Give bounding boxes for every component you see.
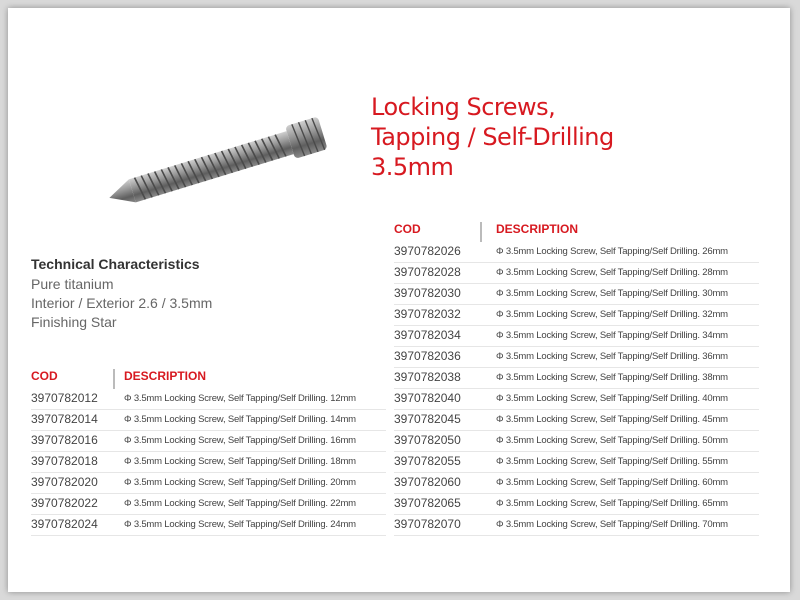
product-code: 3970782018 (31, 454, 98, 468)
product-code: 3970782040 (394, 391, 461, 405)
product-code: 3970782030 (394, 286, 461, 300)
catalog-page (8, 8, 790, 592)
product-code: 3970782038 (394, 370, 461, 384)
product-description: Φ 3.5mm Locking Screw, Self Tapping/Self Drilling. 28mm (496, 267, 728, 278)
table-row (394, 326, 759, 347)
table-row (31, 515, 386, 536)
product-description: Φ 3.5mm Locking Screw, Self Tapping/Self Drilling. 45mm (496, 414, 728, 425)
product-code: 3970782016 (31, 433, 98, 447)
product-code: 3970782014 (31, 412, 98, 426)
table-row (31, 494, 386, 515)
table-row (394, 410, 759, 431)
screw-image (100, 108, 340, 208)
product-description: Φ 3.5mm Locking Screw, Self Tapping/Self Drilling. 36mm (496, 351, 728, 362)
product-description: Φ 3.5mm Locking Screw, Self Tapping/Self Drilling. 26mm (496, 246, 728, 257)
table-row (394, 263, 759, 284)
table-row (394, 431, 759, 452)
product-code: 3970782012 (31, 391, 98, 405)
description-column-header: DESCRIPTION (496, 222, 579, 236)
table-row (394, 347, 759, 368)
table-row (394, 305, 759, 326)
technical-line: Finishing Star (31, 314, 117, 330)
title-line-2: Tapping / Self-Drilling (371, 123, 614, 151)
row-divider (394, 535, 759, 536)
column-divider (480, 222, 482, 242)
product-code: 3970782036 (394, 349, 461, 363)
table-row (394, 515, 759, 536)
product-code: 3970782028 (394, 265, 461, 279)
product-code: 3970782026 (394, 244, 461, 258)
table-header (31, 369, 386, 389)
product-description: Φ 3.5mm Locking Screw, Self Tapping/Self Drilling. 22mm (124, 498, 356, 509)
product-code: 3970782045 (394, 412, 461, 426)
product-description: Φ 3.5mm Locking Screw, Self Tapping/Self Drilling. 18mm (124, 456, 356, 467)
product-description: Φ 3.5mm Locking Screw, Self Tapping/Self Drilling. 50mm (496, 435, 728, 446)
product-code: 3970782024 (31, 517, 98, 531)
product-description: Φ 3.5mm Locking Screw, Self Tapping/Self Drilling. 14mm (124, 414, 356, 425)
column-divider (113, 369, 115, 389)
product-code: 3970782032 (394, 307, 461, 321)
description-column-header: DESCRIPTION (124, 369, 207, 383)
page-title (371, 92, 614, 182)
product-code: 3970782034 (394, 328, 461, 342)
product-description: Φ 3.5mm Locking Screw, Self Tapping/Self Drilling. 24mm (124, 519, 356, 530)
table-row (31, 473, 386, 494)
table-row (31, 389, 386, 410)
table-row (394, 368, 759, 389)
product-code: 3970782022 (31, 496, 98, 510)
product-description: Φ 3.5mm Locking Screw, Self Tapping/Self Drilling. 30mm (496, 288, 728, 299)
table-row (31, 452, 386, 473)
table-row (394, 242, 759, 263)
product-description: Φ 3.5mm Locking Screw, Self Tapping/Self Drilling. 65mm (496, 498, 728, 509)
table-row (394, 494, 759, 515)
table-header (394, 222, 759, 242)
product-description: Φ 3.5mm Locking Screw, Self Tapping/Self Drilling. 20mm (124, 477, 356, 488)
table-row (394, 389, 759, 410)
product-description: Φ 3.5mm Locking Screw, Self Tapping/Self Drilling. 40mm (496, 393, 728, 404)
code-column-header: COD (394, 222, 421, 236)
product-description: Φ 3.5mm Locking Screw, Self Tapping/Self Drilling. 12mm (124, 393, 356, 404)
product-description: Φ 3.5mm Locking Screw, Self Tapping/Self Drilling. 16mm (124, 435, 356, 446)
table-row (394, 452, 759, 473)
product-description: Φ 3.5mm Locking Screw, Self Tapping/Self Drilling. 70mm (496, 519, 728, 530)
product-description: Φ 3.5mm Locking Screw, Self Tapping/Self Drilling. 34mm (496, 330, 728, 341)
row-divider (31, 535, 386, 536)
product-code: 3970782065 (394, 496, 461, 510)
technical-line: Interior / Exterior 2.6 / 3.5mm (31, 295, 213, 311)
product-description: Φ 3.5mm Locking Screw, Self Tapping/Self Drilling. 38mm (496, 372, 728, 383)
table-body (31, 389, 386, 536)
product-description: Φ 3.5mm Locking Screw, Self Tapping/Self Drilling. 32mm (496, 309, 728, 320)
title-line-3: 3.5mm (371, 153, 454, 181)
product-code: 3970782070 (394, 517, 461, 531)
technical-line: Pure titanium (31, 276, 114, 292)
product-code: 3970782060 (394, 475, 461, 489)
code-table-right (394, 222, 759, 536)
table-row (394, 473, 759, 494)
table-row (31, 431, 386, 452)
product-code: 3970782050 (394, 433, 461, 447)
technical-heading: Technical Characteristics (31, 256, 200, 272)
product-description: Φ 3.5mm Locking Screw, Self Tapping/Self Drilling. 55mm (496, 456, 728, 467)
title-line-1: Locking Screws, (371, 93, 556, 121)
table-row (394, 284, 759, 305)
product-description: Φ 3.5mm Locking Screw, Self Tapping/Self Drilling. 60mm (496, 477, 728, 488)
code-column-header: COD (31, 369, 58, 383)
code-table-left (31, 369, 386, 536)
technical-characteristics (31, 256, 212, 332)
product-code: 3970782055 (394, 454, 461, 468)
product-code: 3970782020 (31, 475, 98, 489)
table-row (31, 410, 386, 431)
table-body (394, 242, 759, 536)
